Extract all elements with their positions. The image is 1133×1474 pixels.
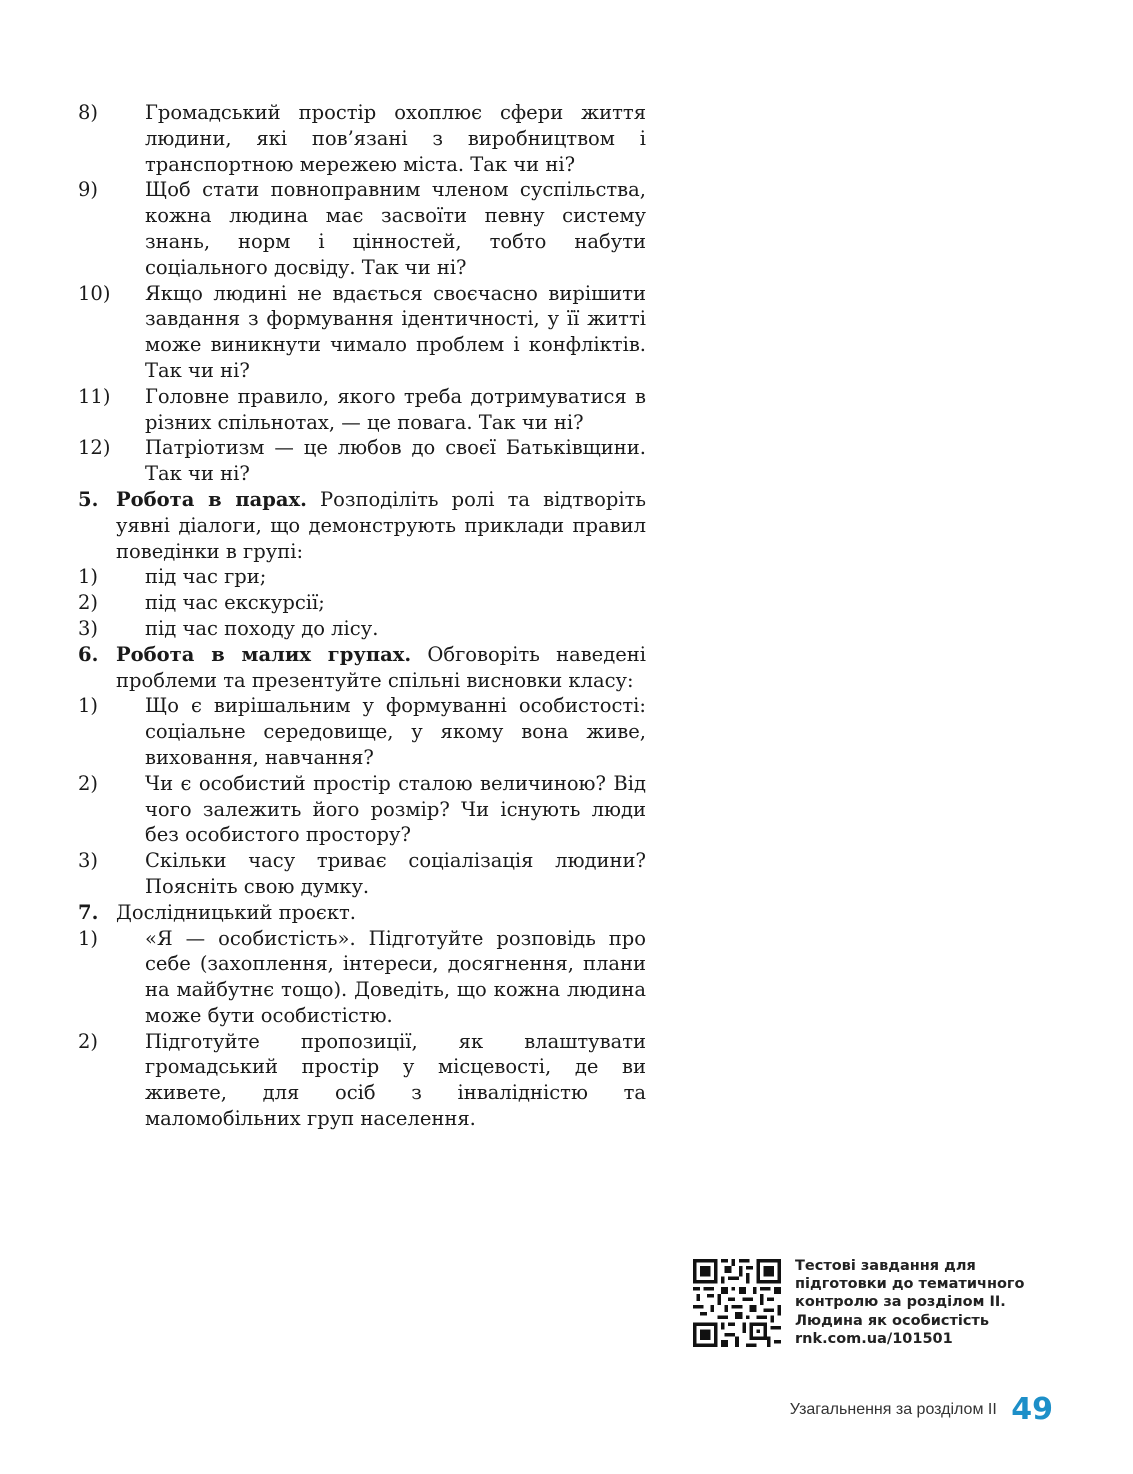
- task-5: [78, 487, 646, 564]
- task-heading: Робота в парах.: [116, 487, 307, 511]
- section-title: Узагальнення за розділом ІІ: [789, 1400, 997, 1418]
- list-text: Патріотизм — це любов до своєї Батьківщини. Так чи ні?: [145, 436, 646, 486]
- task-number: 6.: [78, 642, 99, 666]
- page-footer: [790, 1392, 1053, 1427]
- list-text: Якщо людині не вдається своєчасно вирішити завдання з формування ідентичності, у її житті може виникнути чимало проблем і конфліктів. Так чи ні?: [145, 281, 646, 382]
- task7-item-1: [78, 926, 646, 1029]
- task-text: Дослідницький проєкт.: [116, 900, 356, 924]
- list-number: 2): [78, 1029, 99, 1053]
- list-number: 3): [78, 616, 99, 640]
- list-item-10: [78, 281, 646, 384]
- task-6: [78, 642, 646, 694]
- page-number: 49: [1011, 1392, 1053, 1427]
- task6-item-2: [78, 771, 646, 848]
- task-number: 7.: [78, 900, 99, 924]
- task5-item-3: [78, 616, 646, 642]
- qr-caption-line: контролю за розділом ІІ.: [795, 1294, 1006, 1311]
- qr-caption-line: Людина як особистість: [795, 1312, 990, 1329]
- list-text: Громадський простір охоплює сфери життя людини, які пов’язані з виробництвом і транспортною мережею міста. Так чи ні?: [145, 101, 646, 176]
- task-number: 5.: [78, 487, 99, 511]
- task5-item-1: [78, 564, 646, 590]
- list-text: Щоб стати повноправним членом суспільства, кожна людина має засвоїти певну систему знань, норм і цінностей, тобто набути соціального досвіду. Так чи ні?: [145, 178, 646, 279]
- list-item-9: [78, 177, 646, 280]
- task6-item-1: [78, 693, 646, 770]
- qr-test-link-block: [693, 1257, 1053, 1347]
- list-item-11: [78, 384, 646, 436]
- list-number: 1): [78, 565, 99, 589]
- list-number: 3): [78, 849, 99, 873]
- list-text: Що є вирішальним у формуванні особистості: соціальне середовище, у якому вона живе, виховання, навчання?: [145, 694, 646, 769]
- list-text: «Я — особистість». Підготуйте розповідь про себе (захоплення, інтереси, досягнення, плани на майбутнє тощо). Доведіть, що кожна людина може бути особистістю.: [145, 926, 646, 1027]
- list-number: 1): [78, 694, 99, 718]
- task-7: [78, 900, 646, 926]
- list-number: 10): [78, 281, 111, 305]
- list-number: 12): [78, 436, 111, 460]
- task6-item-3: [78, 848, 646, 900]
- page-content: [78, 100, 646, 1132]
- list-item-8: [78, 100, 646, 177]
- list-text: Чи є особистий простір сталою величиною? Від чого залежить його розмір? Чи існують люди без особистого простору?: [145, 771, 646, 847]
- task-text: Обговоріть наведені проблеми та презентуйте спільні висновки класу:: [116, 642, 646, 692]
- qr-link[interactable]: rnk.com.ua/101501: [795, 1330, 953, 1347]
- list-number: 2): [78, 771, 99, 795]
- list-text: Головне правило, якого треба дотримуватися в різних спільнотах, — це повага. Так чи ні?: [145, 384, 646, 434]
- list-number: 11): [78, 384, 111, 408]
- list-number: 1): [78, 926, 99, 950]
- qr-caption-line: Тестові завдання для: [795, 1258, 976, 1274]
- task-text: Розподіліть ролі та відтворіть уявні діалоги, що демонструють приклади правил поведінки в групі:: [116, 487, 646, 563]
- list-text: Підготуйте пропозиції, як влаштувати громадський простір у місцевості, де ви живете, для осіб з інвалідністю та маломобільних груп населення.: [145, 1029, 646, 1131]
- qr-caption-line: підготовки до тематичного: [795, 1276, 1025, 1293]
- qr-caption: [795, 1257, 1055, 1348]
- list-text: під час походу до лісу.: [145, 616, 379, 640]
- list-number: 2): [78, 591, 99, 615]
- task7-item-2: [78, 1029, 646, 1132]
- task-heading: Робота в малих групах.: [116, 642, 412, 666]
- list-item-12: [78, 435, 646, 487]
- list-number: 9): [78, 178, 99, 202]
- list-number: 8): [78, 101, 99, 124]
- list-text: Скільки часу триває соціалізація людини? Поясніть свою думку.: [145, 849, 646, 898]
- task5-item-2: [78, 590, 646, 616]
- list-text: під час гри;: [145, 565, 267, 589]
- qr-code-icon[interactable]: [693, 1259, 781, 1347]
- list-text: під час екскурсії;: [145, 591, 325, 615]
